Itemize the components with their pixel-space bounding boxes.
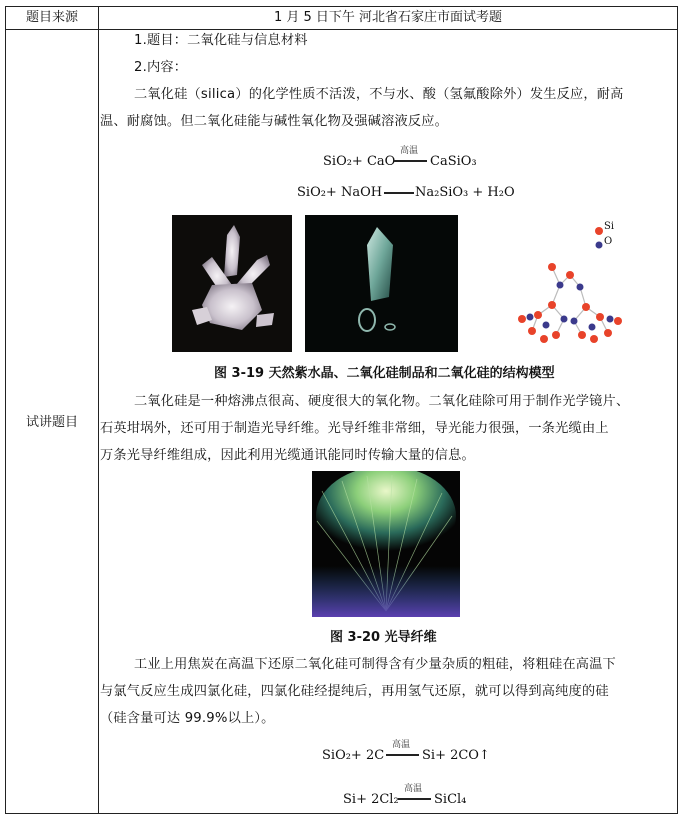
eq4-condition: 高温 [404,784,423,794]
eq3-left: SiO₂+ 2C [322,748,385,763]
para1-line1: 二氧化硅（silica）的化学性质不活泼，不与水、酸（氢氟酸除外）发生反应，耐高 [134,87,624,102]
eq1-left: SiO₂+ CaO [323,154,396,169]
para2-line2: 石英坩埚外，还可用于制造光导纤维。光导纤维非常细，导光能力很强，一条光缆由上 [100,421,609,436]
para3-line1: 工业上用焦炭在高温下还原二氧化硅可制得含有少量杂质的粗硅，将粗硅在高温下 [134,657,616,672]
eq2-left: SiO₂+ NaOH [297,185,383,200]
eq1-condition: 高温 [400,146,419,156]
para2-line1: 二氧化硅是一种熔沸点很高、硬度很大的氧化物。二氧化硅除可用于制作光学镜片、 [134,394,630,409]
topic-line: 1.题目：二氧化硅与信息材料 [134,33,308,48]
eq4-right: SiCl₄ [434,792,467,807]
legend-si: Si [604,221,615,232]
content-label: 2.内容： [134,60,188,75]
lecture-topic-label: 试讲题目 [25,415,78,430]
para3-line2: 与氯气反应生成四氯化硅，四氯化硅经提纯后，再用氢气还原，就可以得到高纯度的硅 [100,684,609,699]
eq3-condition: 高温 [392,740,411,750]
eq2-right: Na₂SiO₃ + H₂O [415,185,515,200]
header-row [6,7,677,30]
source-value: 1 月 5 日下午 河北省石家庄市面试考题 [273,10,503,25]
eq2-arrow [384,192,414,194]
figure-3-19-caption: 图 3-19 天然紫水晶、二氧化硅制品和二氧化硅的结构模型 [214,366,555,381]
eq1-arrow [394,160,427,162]
para2-line3: 万条光导纤维组成，因此利用光缆通讯能同时传输大量的信息。 [100,448,475,463]
silica-structure-model [508,215,638,352]
eq3-right: Si+ 2CO↑ [422,748,490,763]
para1-line2: 温、耐腐蚀。但二氧化硅能与碱性氧化物及强碱溶液反应。 [100,114,449,129]
para3-line3: （硅含量可达 99.9%以上）。 [100,711,275,726]
eq3-arrow [386,754,419,756]
eq4-left: Si+ 2Cl₂ [343,792,399,807]
amethyst-photo [172,215,292,352]
legend-o: O [604,236,613,247]
eq1-right: CaSiO₃ [430,154,477,169]
optical-fiber-photo [312,471,460,617]
source-label: 题目来源 [25,10,78,25]
eq4-arrow [398,798,431,800]
figure-3-20-caption: 图 3-20 光导纤维 [330,630,437,645]
column-divider [98,7,99,813]
silica-product-photo [305,215,458,352]
